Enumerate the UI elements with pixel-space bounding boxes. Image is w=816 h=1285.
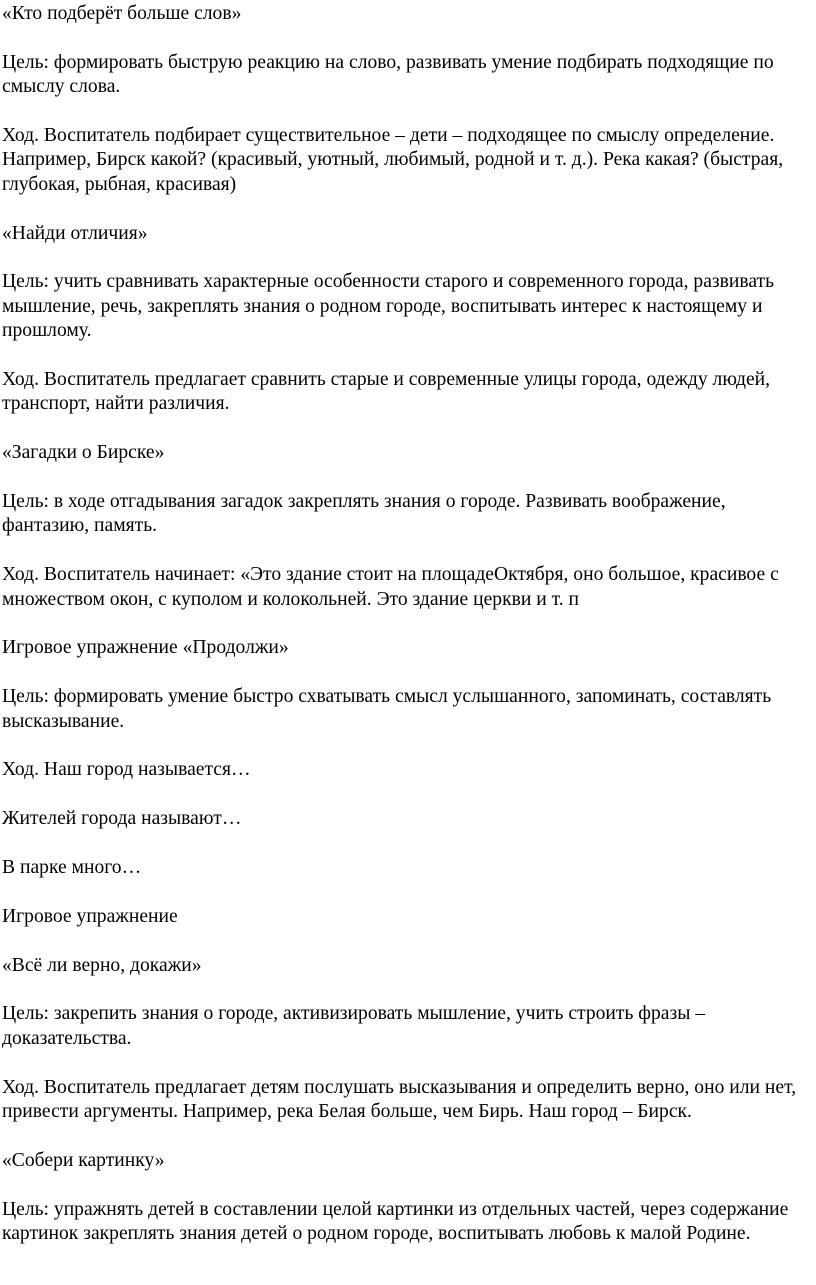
procedure-paragraph: Ход. Воспитатель предлагает сравнить старые и современные улицы города, одежду людей, транспорт, найти различия. [2, 369, 771, 415]
game-title-riddles-about-birsk: «Загадки о Бирске» [2, 442, 165, 464]
goal-paragraph: Цель: закрепить знания о городе, активизировать мышление, учить строить фразы – доказательства. [2, 1003, 706, 1049]
goal-paragraph: Цель: формировать быструю реакцию на слово, развивать умение подбирать подходящие по смыслу слова. [2, 51, 774, 98]
procedure-paragraph: Ход. Воспитатель подбирает существительное – дети – подходящее по смыслу определение. Например, Бирск какой? (красивый, уютный, любимый, родной и т. д.). Река какая? (быстрая, глубокая, рыбная, красивая) [2, 125, 784, 195]
goal-paragraph: Цель: упражнять детей в составлении целой картинки из отдельных частей, через содержание картинок закреплять знания детей о родном городе, воспитывать любовь к малой Родине. [2, 1198, 789, 1245]
procedure-paragraph: Жителей города называют… [2, 808, 242, 830]
procedure-paragraph: Ход. Воспитатель начинает: «Это здание стоит на площадеОктября, оно большое, красивое с множеством окон, с куполом и колокольней. Это здание церкви и т. п [2, 564, 779, 610]
game-title-who-picks-more-words: «Кто подберёт больше слов» [2, 3, 242, 24]
procedure-paragraph: Ход. Наш город называется… [2, 759, 251, 781]
game-title-find-differences: «Найди отличия» [2, 222, 148, 244]
game-title-exercise: Игровое упражнение [2, 905, 178, 927]
procedure-paragraph: Ход. Воспитатель предлагает детям послушать высказывания и определить верно, оно или нет, привести аргументы. Например, река Белая больше, чем Бирь. Наш город – Бирск. [2, 1076, 797, 1123]
game-title-assemble-picture: «Собери картинку» [2, 1149, 165, 1171]
goal-paragraph: Цель: учить сравнивать характерные особенности старого и современного города, развивать мышление, речь, закреплять знания о родном городе, воспитывать интерес к настоящему и прошлому. [2, 271, 775, 342]
game-title-continue: Игровое упражнение «Продолжи» [2, 637, 289, 659]
goal-paragraph: Цель: в ходе отгадывания загадок закреплять знания о городе. Развивать воображение, фантазию, память. [2, 491, 726, 537]
game-title-is-it-right-prove: «Всё ли верно, докажи» [2, 954, 202, 976]
goal-paragraph: Цель: формировать умение быстро схватывать смысл услышанного, запоминать, составлять высказывание. [2, 686, 772, 732]
procedure-paragraph: В парке много… [2, 857, 142, 879]
